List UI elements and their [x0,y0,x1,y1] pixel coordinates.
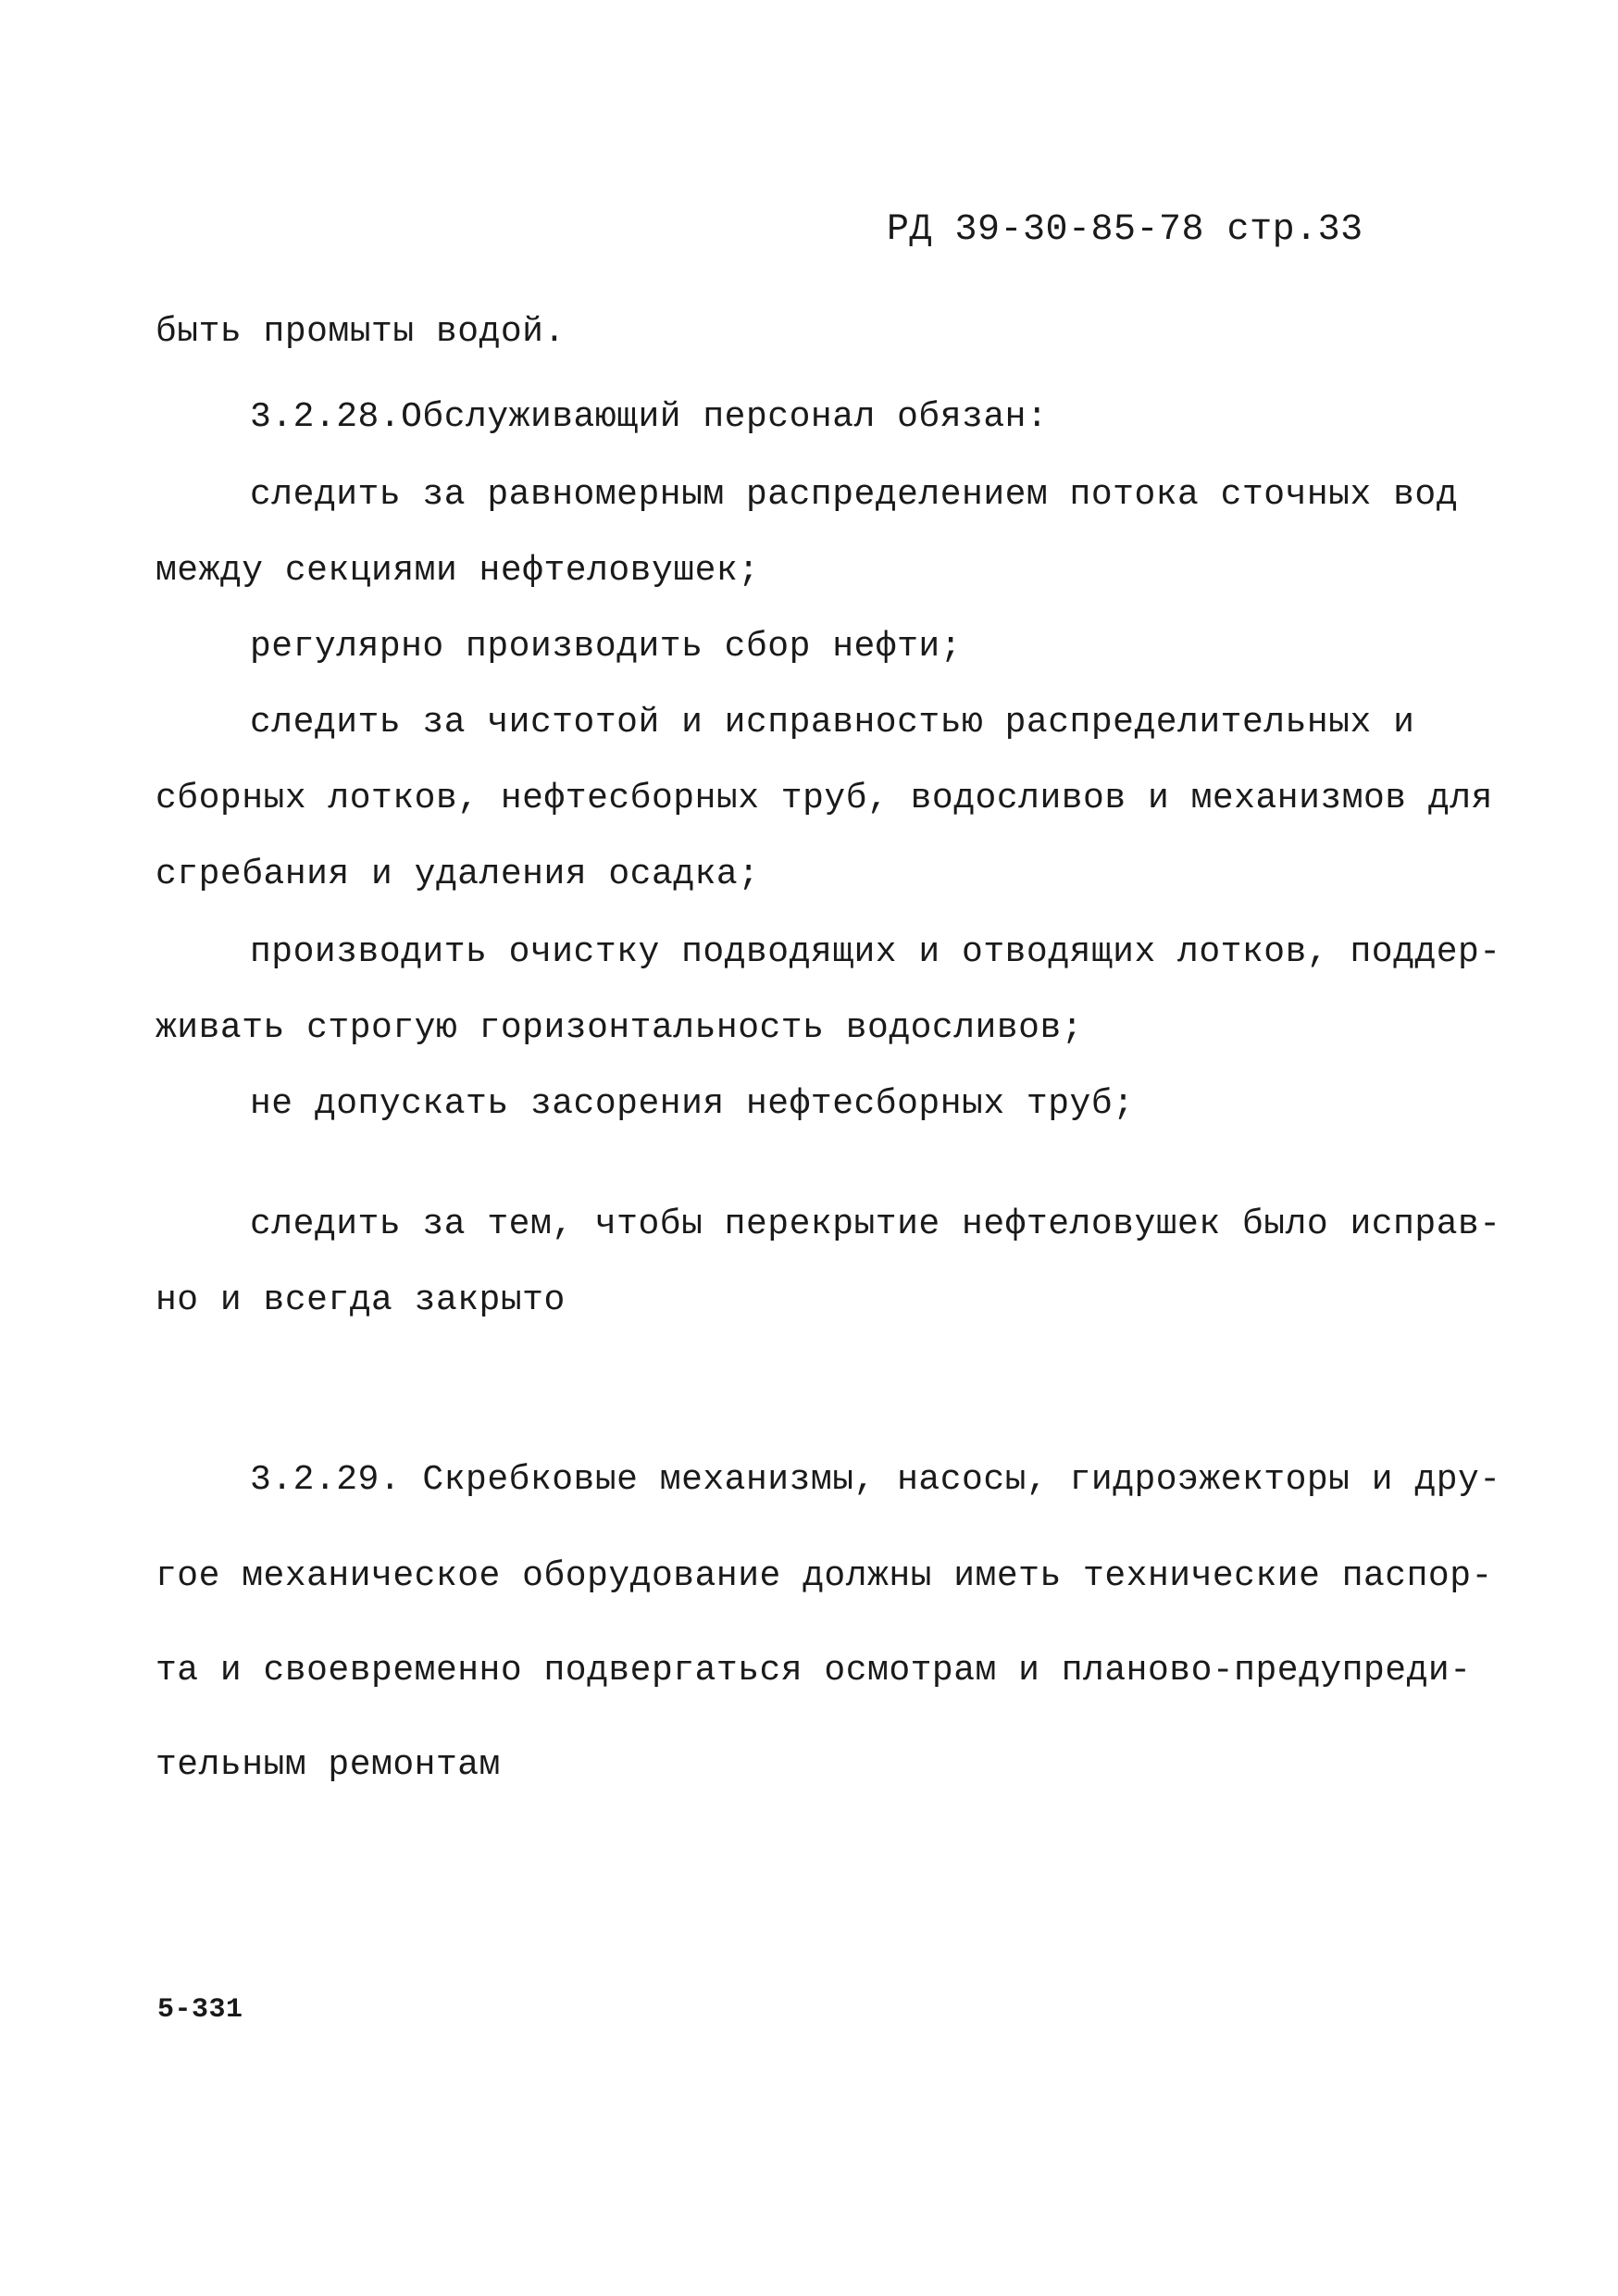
text-line-13: но и всегда закрыто [156,1280,566,1320]
text-line-8: сгребания и удаления осадка; [156,855,760,894]
section-3-2-29-heading: 3.2.29. Скребковые механизмы, насосы, гидроэжекторы и дру- [250,1460,1501,1500]
text-line-15: гое механическое оборудование должны иметь технические паспор- [156,1556,1493,1596]
page-footer-code: 5-331 [157,1994,243,2026]
text-line-3: следить за равномерным распределением потока сточных вод [250,475,1459,515]
text-line-16: та и своевременно подвергаться осмотрам и планово-предупреди- [156,1651,1472,1691]
text-line-11: не допускать засорения нефтесборных труб; [250,1084,1135,1124]
text-line-5: регулярно производить сбор нефти; [250,627,963,667]
document-reference-header: РД 39-30-85-78 стр.33 [887,209,1363,251]
text-line-10: живать строгую горизонтальность водосливов; [156,1008,1084,1048]
text-line-4: между секциями нефтеловушек; [156,551,760,591]
text-line-7: сборных лотков, нефтесборных труб, водосливов и механизмов для [156,779,1493,818]
text-line-1: быть промыты водой. [156,312,566,352]
text-line-17: тельным ремонтам [156,1745,501,1785]
text-line-12: следить за тем, чтобы перекрытие нефтеловушек было исправ- [250,1204,1501,1244]
text-line-9: производить очистку подводящих и отводящих лотков, поддер- [250,932,1501,972]
section-3-2-28-heading: 3.2.28.Обслуживающий персонал обязан: [250,397,1049,437]
text-line-6: следить за чистотой и исправностью распределительных и [250,703,1415,742]
